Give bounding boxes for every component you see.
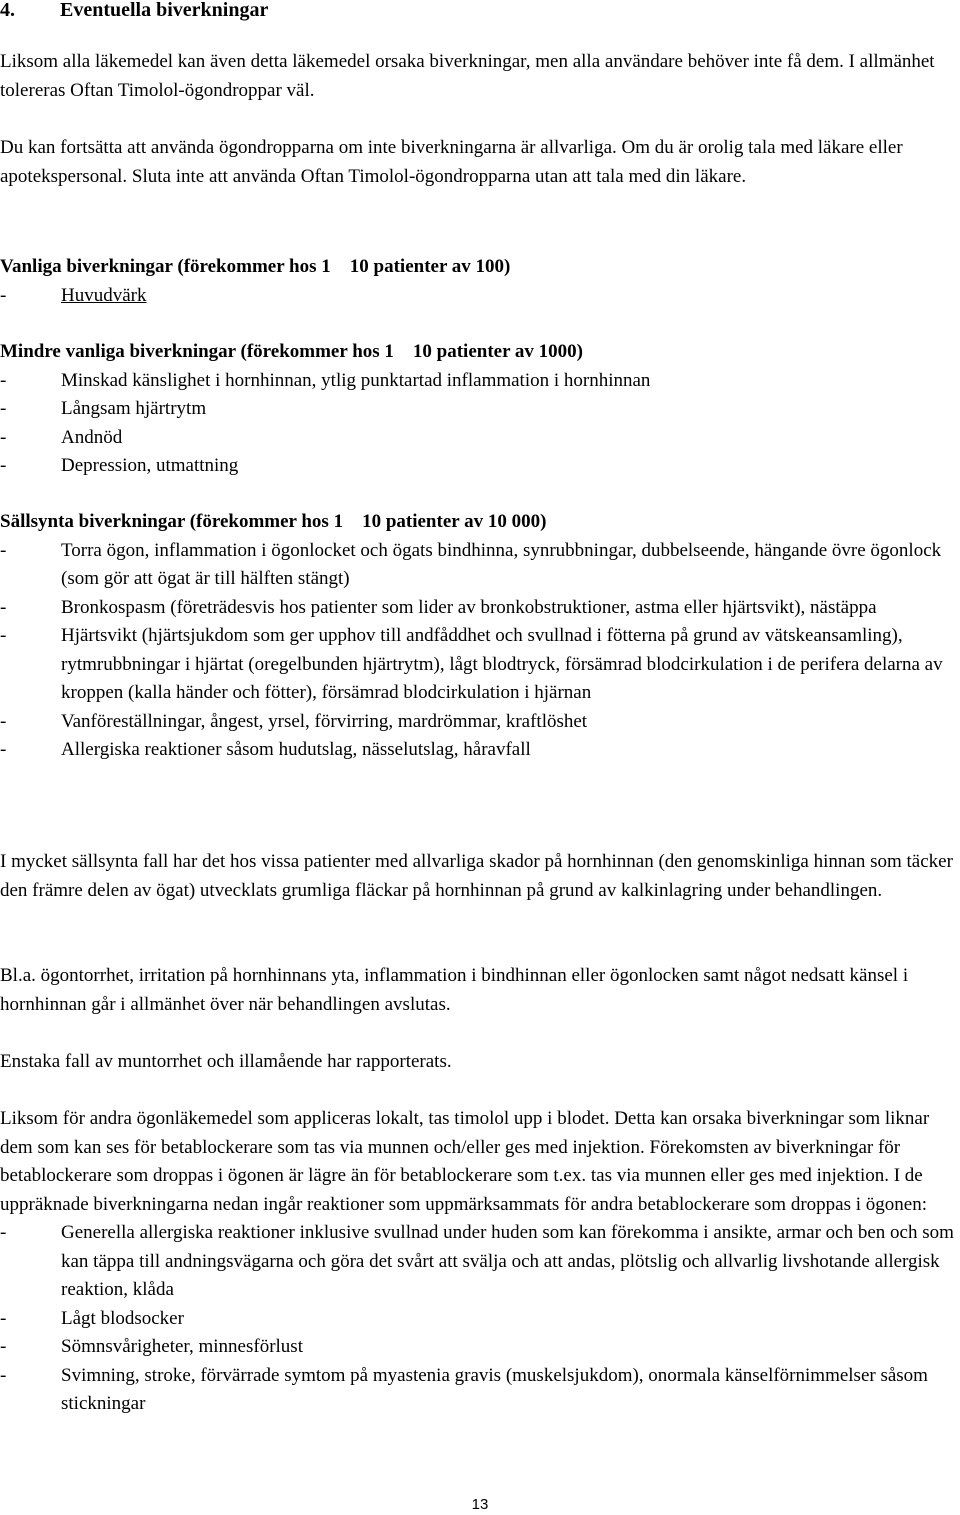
intro-paragraph-1: Liksom alla läkemedel kan även detta läkemedel orsaka biverkningar, men alla användare behöver inte få dem. I allmänhet tolereras Oftan Timolol-ögondroppar väl.: [0, 51, 935, 101]
list-item-text: Bronkospasm (företrädesvis hos patienter som lider av bronkobstruktioner, astma eller hjärtsvikt), nästäppa: [61, 596, 877, 618]
very-rare-paragraph: I mycket sällsynta fall har det hos vissa patienter med allvarliga skador på hornhinnan (den genomskinliga hinnan som täcker den främre delen av ögat) utvecklats grumliga fläckar på hornhinnan på grund av kalkinlagring under behandlingen.: [0, 851, 953, 901]
list-item: [0, 708, 956, 737]
list-item: [0, 1219, 956, 1305]
list-item-text: Hjärtsvikt (hjärtsjukdom som ger upphov till andfåddhet och svullnad i fötterna på grund av vätskeansamling), rytmrubbningar i hjärtat (oregelbunden hjärtrytm), lågt blodtryck, försämrad blodcirkulation i de perifera delarna av kroppen (kalla händer och fötter), försämrad blodcirkulation i hjärnan: [61, 625, 943, 703]
section-title: Eventuella biverkningar: [60, 0, 269, 21]
list-item-text: Huvudvärk: [61, 284, 147, 306]
list-item: [0, 1333, 956, 1362]
list-item: [0, 594, 956, 623]
rare-side-effects: [0, 508, 956, 765]
dash-marker: -: [0, 710, 7, 732]
uncommon-list: [0, 367, 956, 481]
intro-paragraph-2: Du kan fortsätta att använda ögondropparna om inte biverkningarna är allvarliga. Om du är orolig tala med läkare eller apotekspersonal. Sluta inte att använda Oftan Timolol-ögondropparna utan att tala med din läkare.: [0, 137, 903, 187]
list-item: [0, 367, 956, 396]
list-item: [0, 395, 956, 424]
list-item: [0, 452, 956, 481]
rare-list: [0, 537, 956, 765]
list-item-text: Långsam hjärtrytm: [61, 398, 207, 419]
list-item-text: Andnöd: [61, 426, 123, 448]
list-item-text: Minskad känslighet i hornhinnan, ytlig punktartad inflammation i hornhinnan: [61, 369, 651, 391]
list-item-text: Depression, utmattning: [61, 455, 239, 476]
list-item: [0, 282, 956, 311]
common-side-effects: [0, 253, 956, 310]
dash-marker: -: [0, 625, 7, 646]
list-item: [0, 736, 956, 765]
dash-marker: -: [0, 539, 7, 561]
common-title: Vanliga biverkningar (förekommer hos 1 10 patienter av 100): [0, 256, 511, 277]
uncommon-title: Mindre vanliga biverkningar (förekommer hos 1 10 patienter av 1000): [0, 341, 584, 362]
other-paragraph-1: Bl.a. ögontorrhet, irritation på hornhinnans yta, inflammation i bindhinnan eller ögonlocken samt något nedsatt känsel i hornhinnan går i allmänhet över när behandlingen avslutas.: [0, 965, 909, 1015]
dash-marker: -: [0, 739, 7, 760]
common-list: [0, 282, 956, 311]
dash-marker: -: [0, 1336, 7, 1357]
dash-marker: -: [0, 1222, 7, 1243]
dash-marker: -: [0, 455, 7, 476]
other-paragraph-2: Enstaka fall av muntorrhet och illamående har rapporterats.: [0, 1051, 452, 1072]
dash-marker: -: [0, 369, 7, 391]
dash-marker: -: [0, 596, 7, 618]
page-number: 13: [471, 1496, 489, 1513]
section-number: 4.: [0, 0, 15, 21]
list-item-text: Lågt blodsocker: [61, 1307, 184, 1329]
rare-title: Sällsynta biverkningar (förekommer hos 1 10 patienter av 10 000): [0, 511, 547, 532]
section-heading: [0, 0, 268, 25]
list-item: [0, 537, 956, 594]
dash-marker: -: [0, 1307, 7, 1329]
dash-marker: -: [0, 398, 7, 419]
list-item-text: Torra ögon, inflammation i ögonlocket och ögats bindhinna, synrubbningar, dubbelseende, hängande övre ögonlock (som gör att ögat är till hälften stängt): [61, 539, 942, 589]
dash-marker: -: [0, 1364, 7, 1386]
list-item: [0, 1362, 956, 1419]
list-item-text: Allergiska reaktioner såsom hudutslag, nässelutslag, håravfall: [61, 739, 531, 760]
dash-marker: -: [0, 284, 7, 306]
dash-marker: -: [0, 426, 7, 448]
uncommon-side-effects: [0, 338, 956, 481]
list-item-text: Vanföreställningar, ångest, yrsel, förvirring, mardrömmar, kraftlöshet: [61, 710, 588, 732]
list-item-text: Svimning, stroke, förvärrade symtom på myastenia gravis (muskelsjukdom), onormala känselförnimmelser såsom stickningar: [61, 1364, 928, 1414]
list-item: [0, 424, 956, 453]
systemic-effects: [0, 1105, 956, 1419]
list-item-text: Sömnsvårigheter, minnesförlust: [61, 1336, 303, 1357]
list-item: [0, 622, 956, 708]
systemic-list: [0, 1219, 956, 1419]
list-item: [0, 1305, 956, 1334]
list-item-text: Generella allergiska reaktioner inklusive svullnad under huden som kan förekomma i ansikte, armar och ben och som kan täppa till andningsvägarna och göra det svårt att svälja och att andas, plötslig och allvarlig livshotande allergisk reaktion, klåda: [61, 1222, 954, 1300]
other-paragraph-3: Liksom för andra ögonläkemedel som appliceras lokalt, tas timolol upp i blodet. Detta kan orsaka biverkningar som liknar dem som kan ses för betablockerare som tas via munnen och/eller ges med injektion. Förekomsten av biverkningar för betablockerare som droppas i ögonen är lägre än för betablockerare som t.ex. tas via munnen eller ges med injektion. I de uppräknade biverkningarna nedan ingår reaktioner som uppmärksammats för andra betablockerare som droppas i ögonen:: [0, 1108, 930, 1215]
